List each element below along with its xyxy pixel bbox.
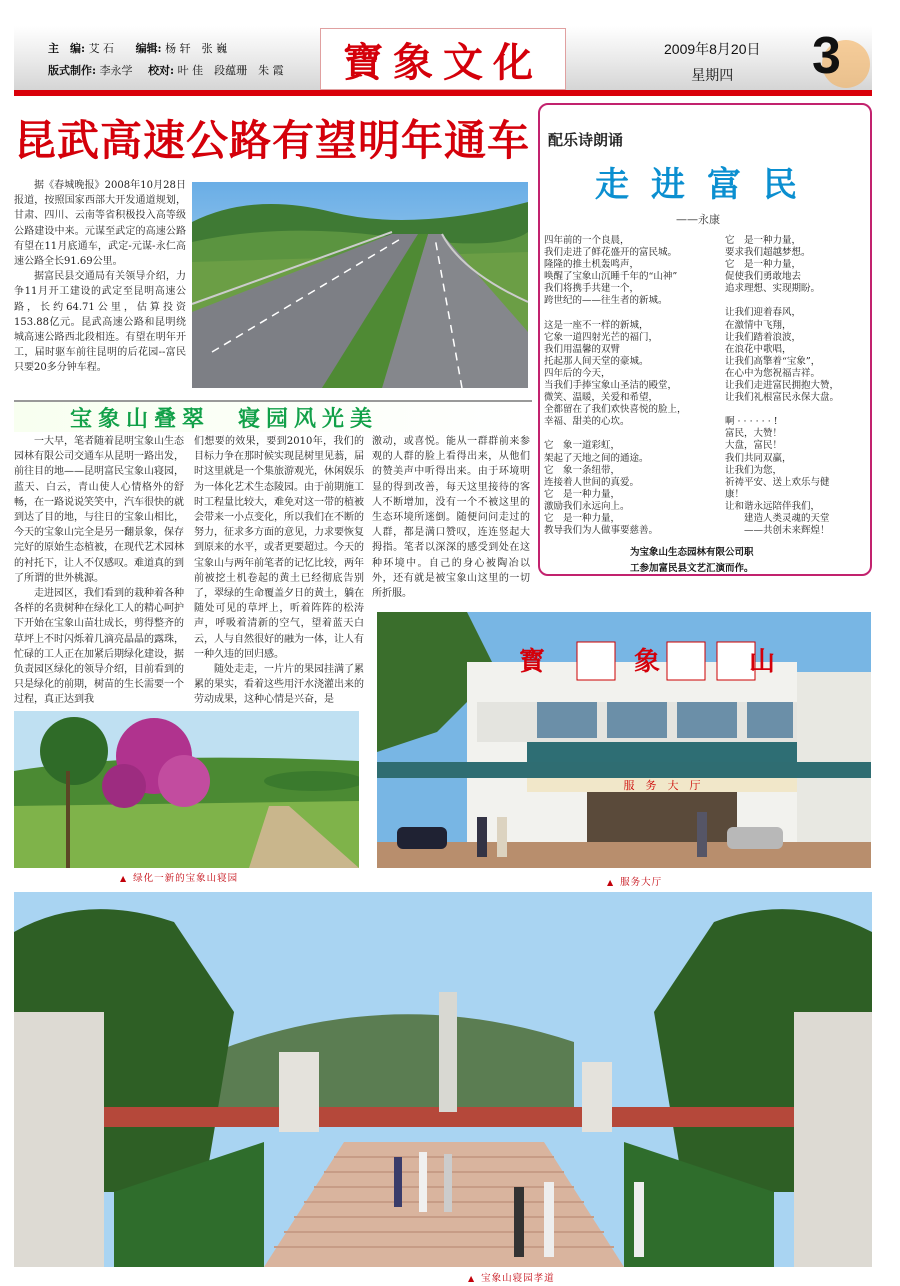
poem-right-column <box>725 235 839 549</box>
hall-banner-text: 服 务 大 厅 <box>623 779 701 792</box>
poem-author: ——永康 <box>676 213 720 226</box>
poem-line: 康！ <box>725 488 745 500</box>
poem-footer <box>630 545 830 577</box>
poem-line: 微笑、温暖，关爱和希望， <box>544 392 659 404</box>
layout-name: 李永学 <box>99 64 133 77</box>
poem-line: 大盘，富民！ <box>725 440 783 452</box>
layout-label: 版式制作: <box>48 64 97 77</box>
poem-line: ——共创未来辉煌！ <box>725 525 830 537</box>
poem-line: 建造人类灵魂的天堂 <box>725 512 830 524</box>
issue-date: 2009年8月20日 <box>664 41 761 57</box>
article2-paragraph: 们想要的效果，要到2010年，我们的目标力争在那时候实现昆树里见蓊，届时这里就是一个集旅游观光，休闲娱乐为一体化艺术生态陵园。由于前期施工时工程量比较大，难免对这一带的植被会带来一小点变化，所以我们在不断的努力，征求多方面的意见，力求要恢复到原来的水平，或者更要超过。今天的宝象山与两年前笔者的记忆比较，两年前被挖土机卷起的黄土已经彻底告别了，翠绿的生命覆盖夕日的黄土，躺在随处可见的草坪上，听着阵阵的松涛声，呼吸着清新的空气，望着蓝天白云，人与自然很好的融为一体，让人有一种久违的回归感。 <box>194 436 364 660</box>
poem-line: 我们走进了鲜花盛开的富民城。 <box>544 247 678 259</box>
poem-line: 促使我们勇敢地去 <box>725 271 802 283</box>
article2-paragraph: 激动，或喜悦。能从一群群前来参观的人群的脸上看得出来，从他们的赞美声中听得出来。由于环境明显的得到改善，每天这里接待的客人不断增加，没有一个不被这里的生态环境所迷倒。随便问问走过的人群，都是满口赞叹，连连竖起大拇指。笔者以深深的感受到处在这种环境中。自己的身心被陶冶以外，还有就是被宝象山这里的一切所折服。 <box>372 436 530 600</box>
poem-line: 它 是一种力量， <box>544 512 621 524</box>
article2-headline: 宝象山叠翠 寝园风光美 <box>70 406 379 432</box>
poem-line: 祈祷平安、送上欢乐与健 <box>725 476 830 488</box>
article2-paragraph: 随处走走，一片片的果园挂满了累累的果实，看着这些用汗水浇灌出来的劳动成果，这种心情是兴奋，是 <box>194 664 364 706</box>
article2-column-3 <box>372 434 530 601</box>
poem-box <box>538 103 872 576</box>
poem-line: 幸福、甜美的心坎。 <box>544 416 630 428</box>
editor-name: 艾 石 <box>88 42 115 55</box>
filial-path-photo <box>14 892 872 1267</box>
poem-line: 啊 · · · · · · ! <box>725 416 778 428</box>
poem-stanza <box>544 440 687 537</box>
poem-line: 富民，大赞！ <box>725 428 783 440</box>
proof-label: 校对: <box>148 64 175 77</box>
poem-title: 走进富民 <box>595 165 819 205</box>
poem-line: 让我们高擎着“宝象”， <box>725 355 821 367</box>
poem-line: 它 是一种力量， <box>544 488 621 500</box>
poem-line: 连接着人世间的真爱。 <box>544 476 640 488</box>
poem-line: 它 是一种力量， <box>725 259 802 271</box>
poem-line: 在浪花中歌唱， <box>725 343 792 355</box>
poem-line: 它象一道四射光芒的福门， <box>544 331 659 343</box>
poem-line: 四年后的今天， <box>544 367 611 379</box>
poem-line: 当我们手捧宝象山圣洁的殿堂， <box>544 380 678 392</box>
poem-line: 跨世纪的——往生者的新城。 <box>544 295 668 307</box>
poem-left-column <box>544 235 687 549</box>
sub-editor-label: 编辑: <box>135 42 162 55</box>
poem-line: 隆隆的推土机轰鸣声， <box>544 259 640 271</box>
poem-line: 要求我们超越梦想。 <box>725 247 811 259</box>
poem-line: 托起那人间天堂的豪城。 <box>544 355 649 367</box>
issue-weekday: 星期四 <box>691 67 734 83</box>
poem-stanza <box>544 320 687 429</box>
poem-line: 让和谐永远陪伴我们， <box>725 500 821 512</box>
poem-line: 我们用温馨的双臂 <box>544 343 621 355</box>
triangle-marker-icon: ▲ <box>120 874 128 883</box>
garden-caption-text: 绿化一新的宝象山寝园 <box>133 873 239 884</box>
poem-footer-line: 工参加富民县文艺汇演而作。 <box>630 563 754 574</box>
poem-stanza <box>544 235 687 308</box>
editor-label: 主 编: <box>48 42 86 55</box>
paper-title-box <box>320 28 566 90</box>
poem-line: 全都留在了我们欢快喜悦的脸上， <box>544 404 687 416</box>
path-caption <box>468 1270 555 1284</box>
article2-column-1 <box>14 434 184 708</box>
paper-title: 寶象文化 <box>343 38 543 86</box>
article1-body <box>14 178 186 376</box>
triangle-marker-icon: ▲ <box>607 878 615 887</box>
poem-footer-line: 为宝象山生态园林有限公司职 <box>630 547 754 558</box>
poem-line: 我们共同双赢， <box>725 452 792 464</box>
hall-sign-text: 寳 象 山 <box>518 647 816 677</box>
credits <box>48 38 288 82</box>
poem-line: 让我们走进富民拥抱大赞， <box>725 380 840 392</box>
article2-headline-bar <box>14 400 532 432</box>
poem-line: 四年前的一个良晨， <box>544 235 630 246</box>
poem-line: 它 象一道彩虹， <box>544 440 621 452</box>
poem-line: 这是一座不一样的新城， <box>544 319 649 331</box>
service-hall-photo <box>377 612 871 868</box>
article2-paragraph: 走进园区，我们看到的栽种着各种各样的名贵树种在绿化工人的精心呵护下开始在宝象山苗壮成长，剪得整齐的草坪上不时闪烁着几滴亮晶晶的露珠，忙碌的工人正在加紧后期绿化建设，据负责园区绿化的领导介绍，目前看到的只是绿化的前期，树苗的生长需要一个过程，真正达到我 <box>14 588 184 706</box>
date-block <box>664 36 761 88</box>
masthead <box>14 26 872 96</box>
poem-line: 它 象一条纽带， <box>544 464 621 476</box>
page-number: 3 <box>812 27 841 85</box>
garden-photo <box>14 711 359 868</box>
article1-paragraph: 据《春城晚报》2008年10月28日报道，按照国家西部大开发通道规划，甘肃、四川、云南等省积极投入高等级公路建设中来。元谋至武定的高速公路有望在11月底通车，武定-元谋-永仁高速公路全长91.69公里。 <box>14 180 186 268</box>
article1-paragraph: 据富民县交通局有关领导介绍，力争11月开工建设的武定至昆明高速公路，长约64.71公里，估算投资153.88亿元。昆武高速公路和昆明绕城高速公路西北段相连。有望在明年开工，届时驱车前往昆明的后花园--富民只要20多分钟车程。 <box>14 271 186 374</box>
garden-caption <box>120 870 238 884</box>
article2-paragraph: 一大早，笔者随着昆明宝象山生态园林有限公司交通车从昆明一路出发，前往目的地——昆明富民宝象山寝园，蓝天、白云，青山使人心情格外的舒畅，在一路说说笑笑中，汽车很快的就到达了目的地，与往日的宝象山相比，今天的宝象山完全是另一翻景象，保存完好的原始生态植被，在现代艺术园林的衬托下，让人不仅感叹。难道真的到了所谓的世外桃源。 <box>14 436 184 584</box>
poem-line: 在激情中飞翔， <box>725 319 792 331</box>
poem-line: 在心中为您祝福吉祥。 <box>725 367 821 379</box>
poem-stanza <box>725 416 839 537</box>
article1-headline: 昆武高速公路有望明年通车 <box>14 116 531 165</box>
poem-kicker: 配乐诗朗诵 <box>548 131 624 149</box>
proof-names: 叶 佳 段蕴珊 朱 霞 <box>177 64 284 77</box>
poem-line: 我们将携手共建一个， <box>544 283 640 295</box>
poem-stanza <box>725 235 839 295</box>
poem-line: 激励我们永远向上。 <box>544 500 630 512</box>
poem-line: 让我们礼根富民永保大盘。 <box>725 392 840 404</box>
poem-line: 让我们迎着春风， <box>725 307 802 319</box>
poem-stanza <box>725 307 839 404</box>
highway-photo <box>192 182 528 388</box>
hall-caption-text: 服务大厅 <box>620 877 663 888</box>
poem-line: 追求理想、实现期盼。 <box>725 283 821 295</box>
poem-line: 架起了天地之间的通途。 <box>544 452 649 464</box>
hall-caption <box>607 874 662 888</box>
poem-line: 唤醒了宝象山沉睡千年的“山神” <box>544 271 678 283</box>
poem-line: 让我们为您， <box>725 464 783 476</box>
triangle-marker-icon: ▲ <box>468 1274 476 1283</box>
poem-line: 它 是一种力量， <box>725 235 802 246</box>
poem-line: 让我们踏着浪波， <box>725 331 802 343</box>
path-caption-text: 宝象山寝园孝道 <box>481 1273 555 1284</box>
sub-editor-names: 杨 轩 张 巍 <box>165 42 228 55</box>
poem-line: 教导我们为人做事要慈善。 <box>544 525 659 537</box>
article2-column-2 <box>194 434 364 708</box>
